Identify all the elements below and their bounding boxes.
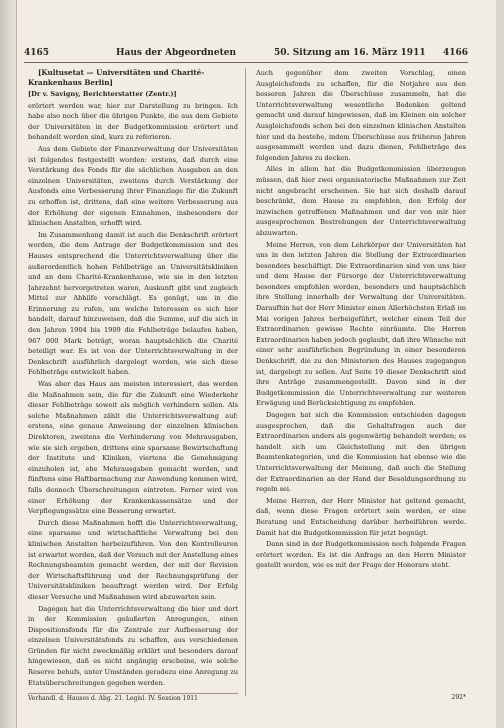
page-number-right: 4166 bbox=[442, 48, 468, 58]
paragraph: erörtert werden war, hier zur Darstellung zu bringen. Ich habe also noch über die übrigen Punkte, die aus dem Gebiete der Universitäten in der Budgetkommission erörtert und behandelt worden sind, kurz zu referieren. bbox=[28, 101, 238, 142]
binding-edge bbox=[0, 0, 16, 728]
page-number-left: 4165 bbox=[24, 48, 50, 58]
paragraph: Meine Herren, von dem Lehrkörper der Universitäten hat uns in den letzten Jahren die Stellung der Extraordinarien besonders beschäftigt. Die Extraordinarien sind von uns hier und dem Hause der Fürsorge der Unterrichtsverwaltung besonders empfohlen worden, besonders und hauptsächlich ihre Stellung innerhalb der Verwaltung der Universitäten. Daraufhin hat der Herr Minister einen Allerhöchsten Erlaß im Mai vorigen Jahres herbeigeführt, welcher einem Teil der Extraordinarien gewisse Rechte einräumte. Die Herren Extraordinarien haben jedoch geglaubt, daß ihre Wünsche mit einer sehr ausführlichen Begründung in einer besonderen Denkschrift, die zu den Ministerien des Hauses zugegangen ist, dargelegt zu sollen. Auf Seite 19 dieser Denkschrift sind ihre Anträge zusammengestellt. Davon sind in der Budgetkommission die Unterrichtsverwaltung zur weiteren Erwägung und Berücksichtigung zu empfehlen. bbox=[256, 240, 466, 408]
header-rule bbox=[24, 62, 468, 63]
page-header bbox=[24, 46, 468, 60]
paragraph: Im Zusammenhang damit ist auch die Denkschrift erörtert worden, die dem Antrage der Budgetkommission und des Hauses entsprechend die Unterrichtsverwaltung über die außerordentlich hohen Fehlbeträge an Universitätskliniken und an dem Charité-Krankenhause, wie sie in den letzten Jahrzehnt hervorgetreten waren, Auskunft gibt und zugleich Mittel zur Abhilfe vorschlägt. Es genügt, um in die Erinnerung zu rufen, um welche Interessen es sich hier handelt, darauf hinzuweisen, daß die Summe, auf die sich in den Jahren 1904 bis 1909 die Fehlbeträge belaufen haben, 967 000 Mark beträgt, woran hauptsächlich die Charité beteiligt war. Es ist von der Unterrichtsverwaltung in der Denkschrift ausführlich dargelegt worden, wie sich diese Fehlbeträge entwickelt haben. bbox=[28, 230, 238, 377]
right-column bbox=[256, 68, 466, 698]
running-title: Haus der Abgeordneten bbox=[116, 48, 237, 58]
left-column bbox=[28, 68, 238, 698]
paragraph: Was aber das Haus am meisten interessiert, das werden die Maßnahmen sein, die für die Zukunft eine Wiederkehr dieser Fehlbeträge soweit als möglich verhindern sollen. Als solche Maßnahmen zählt die Unterrichtsverwaltung auf: erstens, eine genaue Anweisung der einzelnen klinischen Direktoren, zweitens die Verhinderung von Mehrausgaben, wie sie sich ergeben, drittens eine sparsame Bewirtschaftung der Institute und Kliniken, viertens die Genehmigung einzuholen ist, ehe Mehrausgaben gemacht werden, und fünftens eine Haftbarmachung zur Anwendung kommen wird, falls dennoch Überschreitungen eintreten. Ferner wird von einer Erhöhung der Krankenkassensätze und der Verpflegungssätze eine Besserung erwartet. bbox=[28, 380, 238, 516]
page-edge bbox=[496, 0, 504, 728]
paragraph: Aus dem Gebiete der Finanzverwaltung der Universitäten ist folgendes festgestellt worden: erstens, daß durch eine Verstärkung des Fonds für die sächlichen Ausgaben an den einzelnen Universitäten, zweitens durch Verstärkung der Ausfonds eine Verbesserung ihrer Finanzlage für die Zukunft zu erhoffen ist, drittens, daß eine weitere Verbesserung aus der Erhöhung der eigenen Einnahmen, insbesondere der klinischen Anstalten, erhofft wird. bbox=[28, 144, 238, 228]
session-date: 50. Sitzung am 16. März 1911 bbox=[274, 48, 426, 58]
signature-mark: 292* bbox=[451, 694, 466, 701]
paragraph: Dagegen hat die Unterrichtsverwaltung die hier und dort in der Kommission geäußerten Anregungen, einen Dispositionsfonds für die Zentrale zur Aufbesserung der einzelnen Universitätsfonds zu schaffen, aus verschiedenen Gründen für nicht zweckmäßig erklärt und besonders darauf hingewiesen, daß es nicht angängig erscheine, wie solche Reserve behufs, unter Umständen geradezu eine Anregung zu Etatsüberschreitungen gegeben werden. bbox=[28, 604, 238, 687]
paragraph: Durch diese Maßnahmen hofft die Unterrichtsverwaltung, eine sparsame und wirtschaftliche Verwaltung bei den klinischen Anstalten herbeizuführen. Von den Kontrolleuren ist erwartet worden, daß der Versuch mit der Anstellung eines Rechnungsbeamten gemacht werden, der mit der Revision der Wirtschaftsführung und der Rechnungsprüfung der Universitätskliniken beauftragt werden wird. Der Erfolg dieser Versuche und Maßnahmen wird abzuwarten sein. bbox=[28, 518, 238, 601]
paragraph: Dann sind in der Budgetkommission noch folgende Fragen erörtert worden. Es ist die Anfrage an den Herrn Minister gestellt worden, wie es mit der Frage der Honorare steht. bbox=[256, 540, 466, 570]
paragraph: Auch gegenüber dem zweiten Vorschlag, einen Ausgleichsfonds zu schaffen, für die Notjahre aus den besseren Jahren die Überschüsse zusammeln, hat die Unterrichtsverwaltung wesentliche Bedenken geltend gemacht und darauf hingewiesen, daß im Kleinen ein solcher Ausgleichsfonds schon bei den einzelnen klinischen Anstalten hier und da bestehe, indem Überschüsse aus früheren Jahren ausgesammelt werden und dazu dienen, Fehlbeträge des folgenden Jahres zu decken. bbox=[256, 69, 466, 162]
speaker-line: [Dr v. Savigny, Berichterstatter (Zentr.)] bbox=[28, 90, 177, 98]
paragraph: Dagegen hat sich die Kommission entschieden dagegen ausgesprochen, daß die Gehaltsfragen auch der Extraordinarien anders als gegenwärtig behandelt werden; es handelt sich um Gleichstellung mit den übrigen Beamtenkategorien, und die Kommission hat ebenso wie die Unterrichtsverwaltung der Meinung, daß auch die Stellung der Extraordinarien an der Hand der Besoldungsordnung zu regeln sei. bbox=[256, 411, 466, 494]
column-divider bbox=[245, 68, 246, 696]
paragraph: Meine Herren, der Herr Minister hat geltend gemacht, daß, wenn diese Fragen erörtert sein werden, er eine Beratung und Entscheidung darüber herbeiführen werde. Damit hat die Budgetkommission für jetzt begnügt. bbox=[256, 496, 466, 537]
footer-citation: Verhandl. d. Hauses d. Abg. 21. Legisl. IV. Session 1911 bbox=[28, 693, 238, 703]
paragraph: Alles in allem hat die Budgetkommission überzeugen müssen, daß hier zwei organisatorische Maßnahmen zur Zeit nicht angebracht erscheinen. Sie hat sich deshalb darauf beschränkt, dem Hause zu empfehlen, den Erfolg der inzwischen getroffenen Maßnahmen und der von mir hier ausgesprochenen Bestrebungen der Unterrichtsverwaltung abzuwarten. bbox=[256, 165, 466, 237]
section-title: [Kultusetat — Universitäten und Charité-Krankenhaus Berlin] bbox=[28, 68, 205, 87]
